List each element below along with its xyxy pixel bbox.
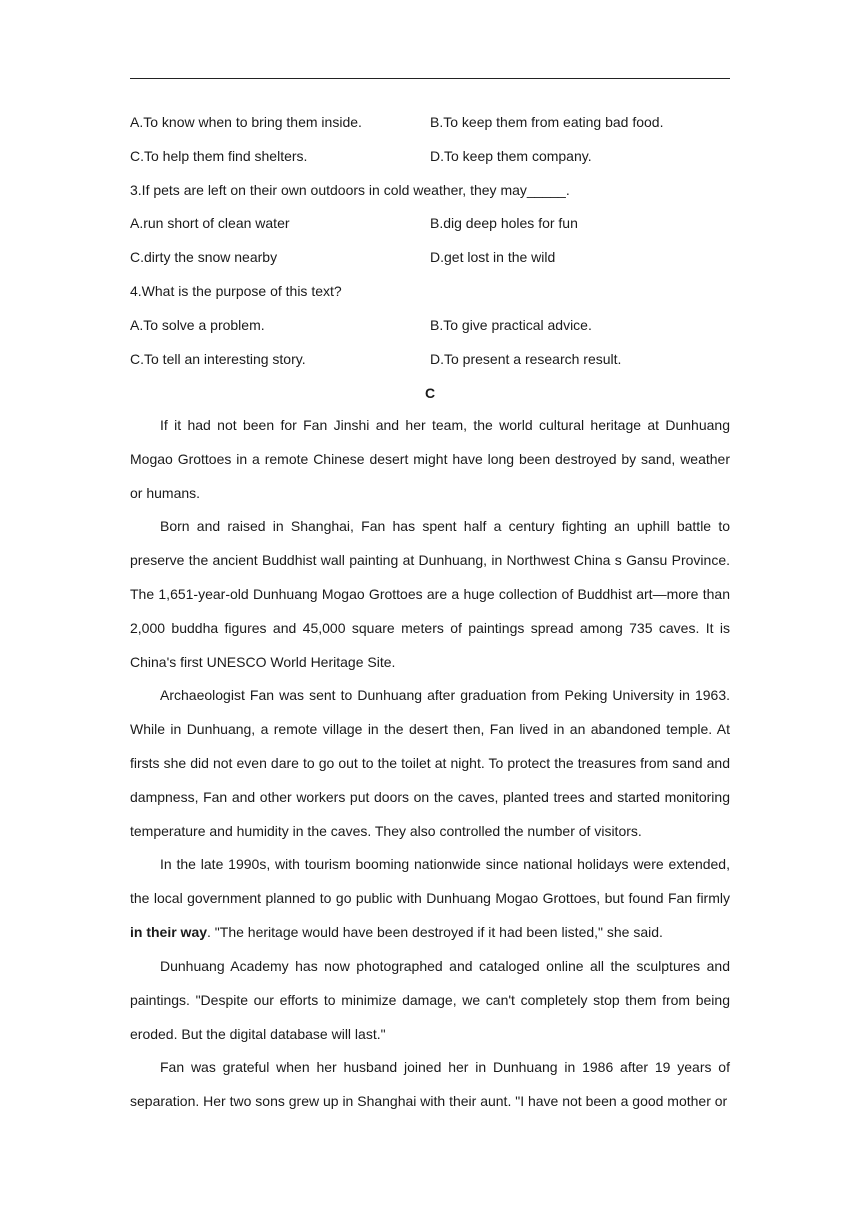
paragraph-4-text-start: In the late 1990s, with tourism booming nationwide since national holidays were extended, the local government planned to go public with Dunhuang Mogao Grottoes, but found Fan firmly: [130, 856, 730, 906]
q2-option-b: B.To keep them from eating bad food.: [430, 114, 664, 130]
header-rule: [130, 78, 730, 79]
paragraph-6: Fan was grateful when her husband joined her in Dunhuang in 1986 after 19 years of separation. Her two sons grew up in Shanghai with their aunt. "I have not been a good mother or: [130, 1059, 730, 1109]
q3-option-a: A.run short of clean water: [130, 215, 290, 231]
q2-option-d: D.To keep them company.: [430, 148, 592, 164]
paragraph-4-bold-phrase: in their way: [130, 924, 208, 940]
q4-option-a: A.To solve a problem.: [130, 317, 265, 333]
q3-option-c: C.dirty the snow nearby: [130, 249, 278, 265]
q2-option-a: A.To know when to bring them inside.: [130, 114, 362, 130]
paragraph-4-text-end: . "The heritage would have been destroyed if it had been listed," she said.: [207, 924, 663, 940]
paragraph-3: Archaeologist Fan was sent to Dunhuang after graduation from Peking University in 1963. While in Dunhuang, a remote village in the desert then, Fan lived in an abandoned temple. At firsts she did not even dare to go out to the toilet at night. To protect the treasures from sand and dampness, Fan and other workers put doors on the caves, planted trees and started monitoring temperature and humidity in the caves. They also controlled the number of visitors.: [130, 687, 730, 839]
paragraph-4: [130, 847, 730, 949]
paragraph-5: Dunhuang Academy has now photographed and cataloged online all the sculptures and paintings. "Despite our efforts to minimize damage, we can't completely stop them from being eroded. But the digital database will last.": [130, 958, 730, 1042]
paragraph-2: Born and raised in Shanghai, Fan has spent half a century fighting an uphill battle to preserve the ancient Buddhist wall painting at Dunhuang, in Northwest China s Gansu Province. The 1,651-year-old Dunhuang Mogao Grottoes are a huge collection of Buddhist art—more than 2,000 buddha figures and 45,000 square meters of paintings spread among 735 caves. It is China's first UNESCO World Heritage Site.: [130, 518, 730, 670]
q4-option-d: D.To present a research result.: [430, 351, 622, 367]
q3-stem: 3.If pets are left on their own outdoors in cold weather, they may_____.: [130, 182, 570, 198]
q4-stem: 4.What is the purpose of this text?: [130, 283, 342, 299]
q3-option-d: D.get lost in the wild: [430, 249, 556, 265]
q4-option-b: B.To give practical advice.: [430, 317, 592, 333]
section-heading: C: [424, 385, 436, 401]
q4-option-c: C.To tell an interesting story.: [130, 351, 306, 367]
paragraph-1: If it had not been for Fan Jinshi and her team, the world cultural heritage at Dunhuang Mogao Grottoes in a remote Chinese desert might have long been destroyed by sand, weather or humans.: [130, 417, 730, 501]
q2-option-c: C.To help them find shelters.: [130, 148, 308, 164]
q3-option-b: B.dig deep holes for fun: [430, 215, 578, 231]
